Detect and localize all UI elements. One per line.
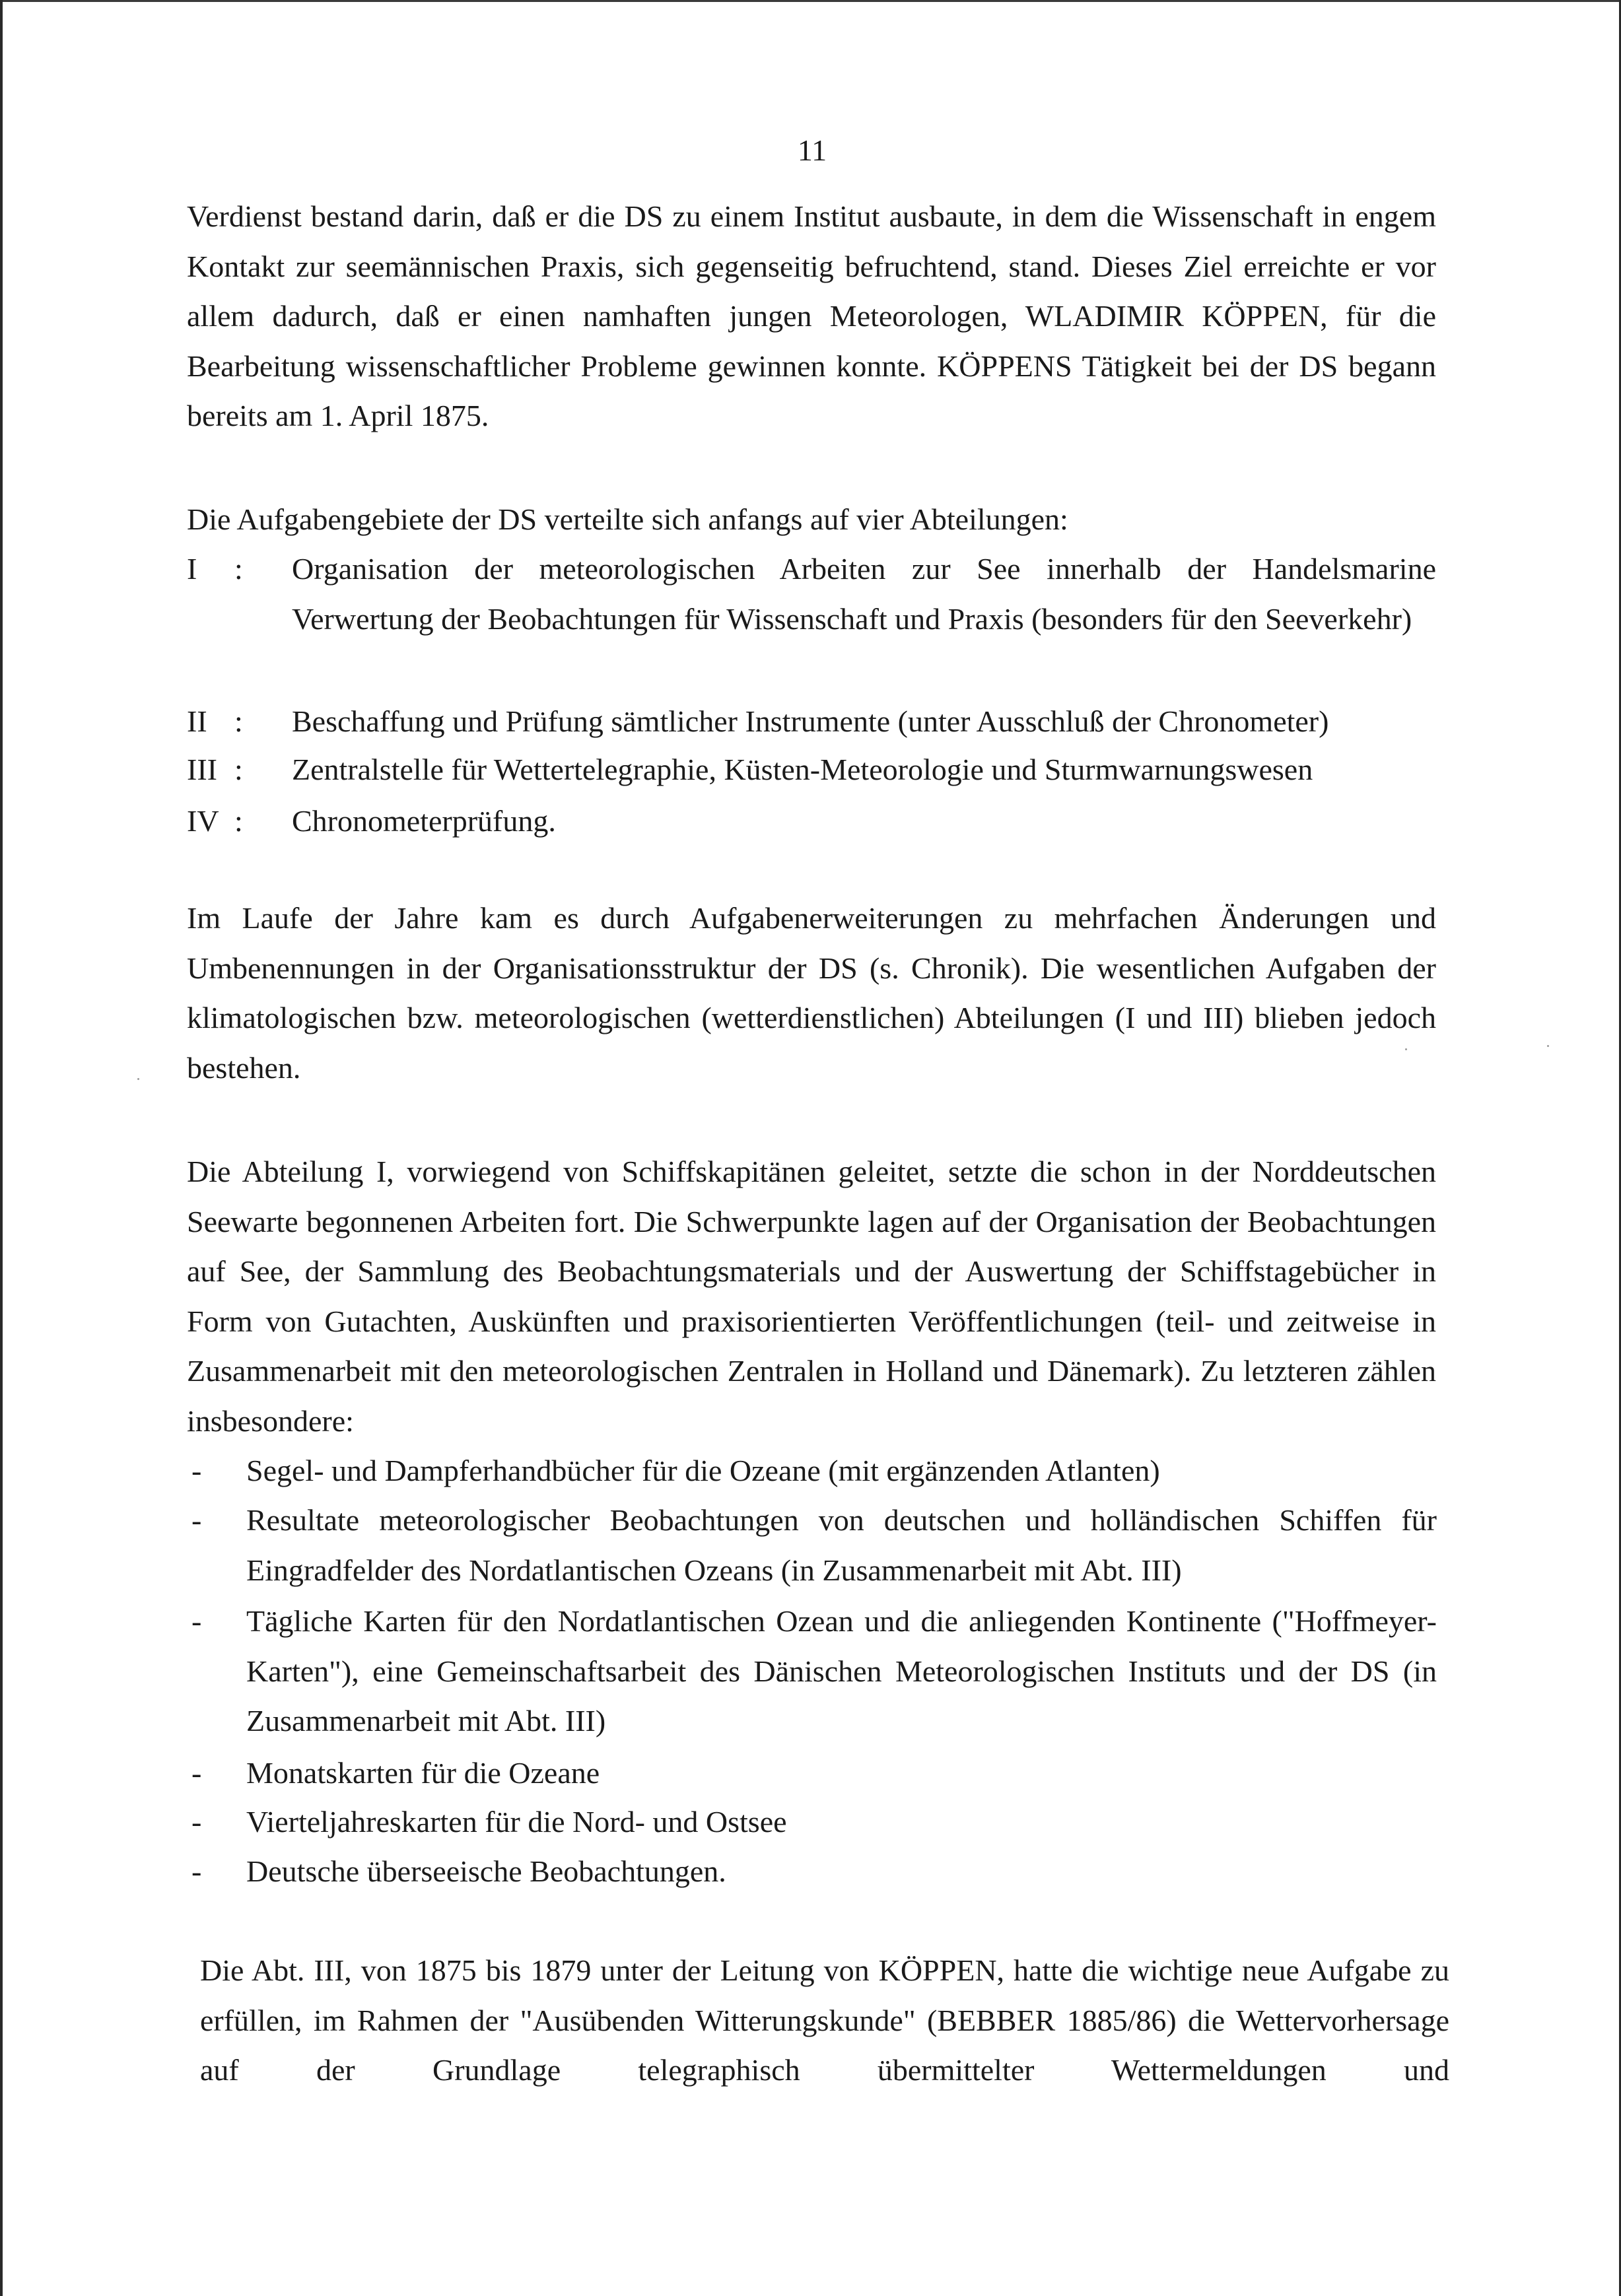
scan-border-top xyxy=(0,0,1621,2)
scan-speck xyxy=(137,1078,139,1080)
department-separator: : xyxy=(234,704,243,738)
department-item-ii xyxy=(187,696,1436,747)
list-dash: - xyxy=(191,1604,202,1638)
list-dash: - xyxy=(191,1503,202,1537)
list-dash: - xyxy=(191,1805,202,1839)
department-number: III xyxy=(187,753,217,786)
department-number: IV xyxy=(187,804,219,838)
list-dash: - xyxy=(191,1454,202,1487)
department-number: I xyxy=(187,552,197,586)
publication-text: Segel- und Dampferhandbücher für die Ozeane (mit ergänzenden Atlanten) xyxy=(246,1454,1160,1487)
department-item-iii xyxy=(187,745,1436,795)
publication-text: Tägliche Karten für den Nordatlantischen Ozean und die anliegenden Kontinente ("Hoffmeyer-Karten"), eine Gemeinschaftsarbeit des Dänischen Meteorologischen Instituts und der DS (in Zusammenarbeit mit Abt. III) xyxy=(246,1604,1437,1738)
department-separator: : xyxy=(234,552,243,586)
publication-text: Deutsche überseeische Beobachtungen. xyxy=(246,1854,726,1888)
paragraph-koeppen-intro: Verdienst bestand darin, daß er die DS zu einem Institut ausbaute, in dem die Wissenschaft in engem Kontakt zur seemännischen Praxis, sich gegenseitig befruchtend, stand. Dieses Ziel erreichte er vor allem dadurch, daß er einen namhaften jungen Meteorologen, WLADIMIR KÖPPEN, für die Bearbeitung wissenschaftlicher Probleme gewinnen konnte. KÖPPENS Tätigkeit bei der DS begann bereits am 1. April 1875. xyxy=(187,199,1436,432)
department-description: Beschaffung und Prüfung sämtlicher Instrumente (unter Ausschluß der Chronometer) xyxy=(292,704,1329,738)
paragraph-department-three: Die Abt. III, von 1875 bis 1879 unter der Leitung von KÖPPEN, hatte die wichtige neue Aufgabe zu erfüllen, im Rahmen der "Ausübenden Witterungskunde" (BEBBER 1885/86) die Wettervorhersage auf der Grundlage telegraphisch übermittelter Wettermeldungen und xyxy=(200,1953,1449,2087)
department-description: Zentralstelle für Wettertelegraphie, Küsten-Meteorologie und Sturmwarnungswesen xyxy=(292,753,1313,786)
department-description: Organisation der meteorologischen Arbeiten zur See innerhalb der Handelsmarine Verwertung der Beobachtungen für Wissenschaft und Praxis (besonders für den Seeverkehr) xyxy=(292,552,1436,636)
publication-list-item xyxy=(191,1495,1441,1596)
department-item-i xyxy=(187,544,1436,694)
scan-speck xyxy=(1405,1048,1407,1050)
department-number: II xyxy=(187,704,207,738)
publication-list-item xyxy=(191,1846,1441,1897)
list-dash: - xyxy=(191,1756,202,1790)
publication-list-item xyxy=(191,1596,1441,1747)
publication-list-item xyxy=(191,1748,1441,1798)
department-description: Chronometerprüfung. xyxy=(292,804,556,838)
publication-list-item xyxy=(191,1446,1441,1496)
department-item-iv xyxy=(187,796,1436,846)
scan-border-left xyxy=(0,0,3,2296)
paragraph-department-one: Die Abteilung I, vorwiegend von Schiffskapitänen geleitet, setzte die schon in der Norddeutschen Seewarte begonnenen Arbeiten fort. Die Schwerpunkte lagen auf der Organisation der Beobachtungen auf See, der Sammlung des Beobachtungsmaterials und der Auswertung der Schiffstagebücher in Form von Gutachten, Auskünften und praxisorientierten Veröffentlichungen (teil- und zeitweise in Zusammenarbeit mit den meteorologischen Zentralen in Holland und Dänemark). Zu letzteren zählen insbesondere: xyxy=(187,1155,1436,1438)
publication-list-item xyxy=(191,1797,1441,1847)
paragraph-departments-intro: Die Aufgabengebiete der DS verteilte sich anfangs auf vier Abteilungen: xyxy=(187,502,1068,536)
list-dash: - xyxy=(191,1854,202,1888)
publication-text: Resultate meteorologischer Beobachtungen von deutschen und holländischen Schiffen für Eingradfelder des Nordatlantischen Ozeans (in Zusammenarbeit mit Abt. III) xyxy=(246,1503,1437,1587)
publication-text: Monatskarten für die Ozeane xyxy=(246,1756,600,1790)
scan-speck xyxy=(1547,1045,1549,1047)
publication-text: Vierteljahreskarten für die Nord- und Ostsee xyxy=(246,1805,787,1839)
department-separator: : xyxy=(234,804,243,838)
page-number: 11 xyxy=(797,133,827,167)
department-separator: : xyxy=(234,753,243,786)
paragraph-organisation-changes: Im Laufe der Jahre kam es durch Aufgabenerweiterungen zu mehrfachen Änderungen und Umbenennungen in der Organisationsstruktur der DS (s. Chronik). Die wesentlichen Aufgaben der klimatologischen bzw. meteorologischen (wetterdienstlichen) Abteilungen (I und III) blieben jedoch bestehen. xyxy=(187,901,1436,1085)
